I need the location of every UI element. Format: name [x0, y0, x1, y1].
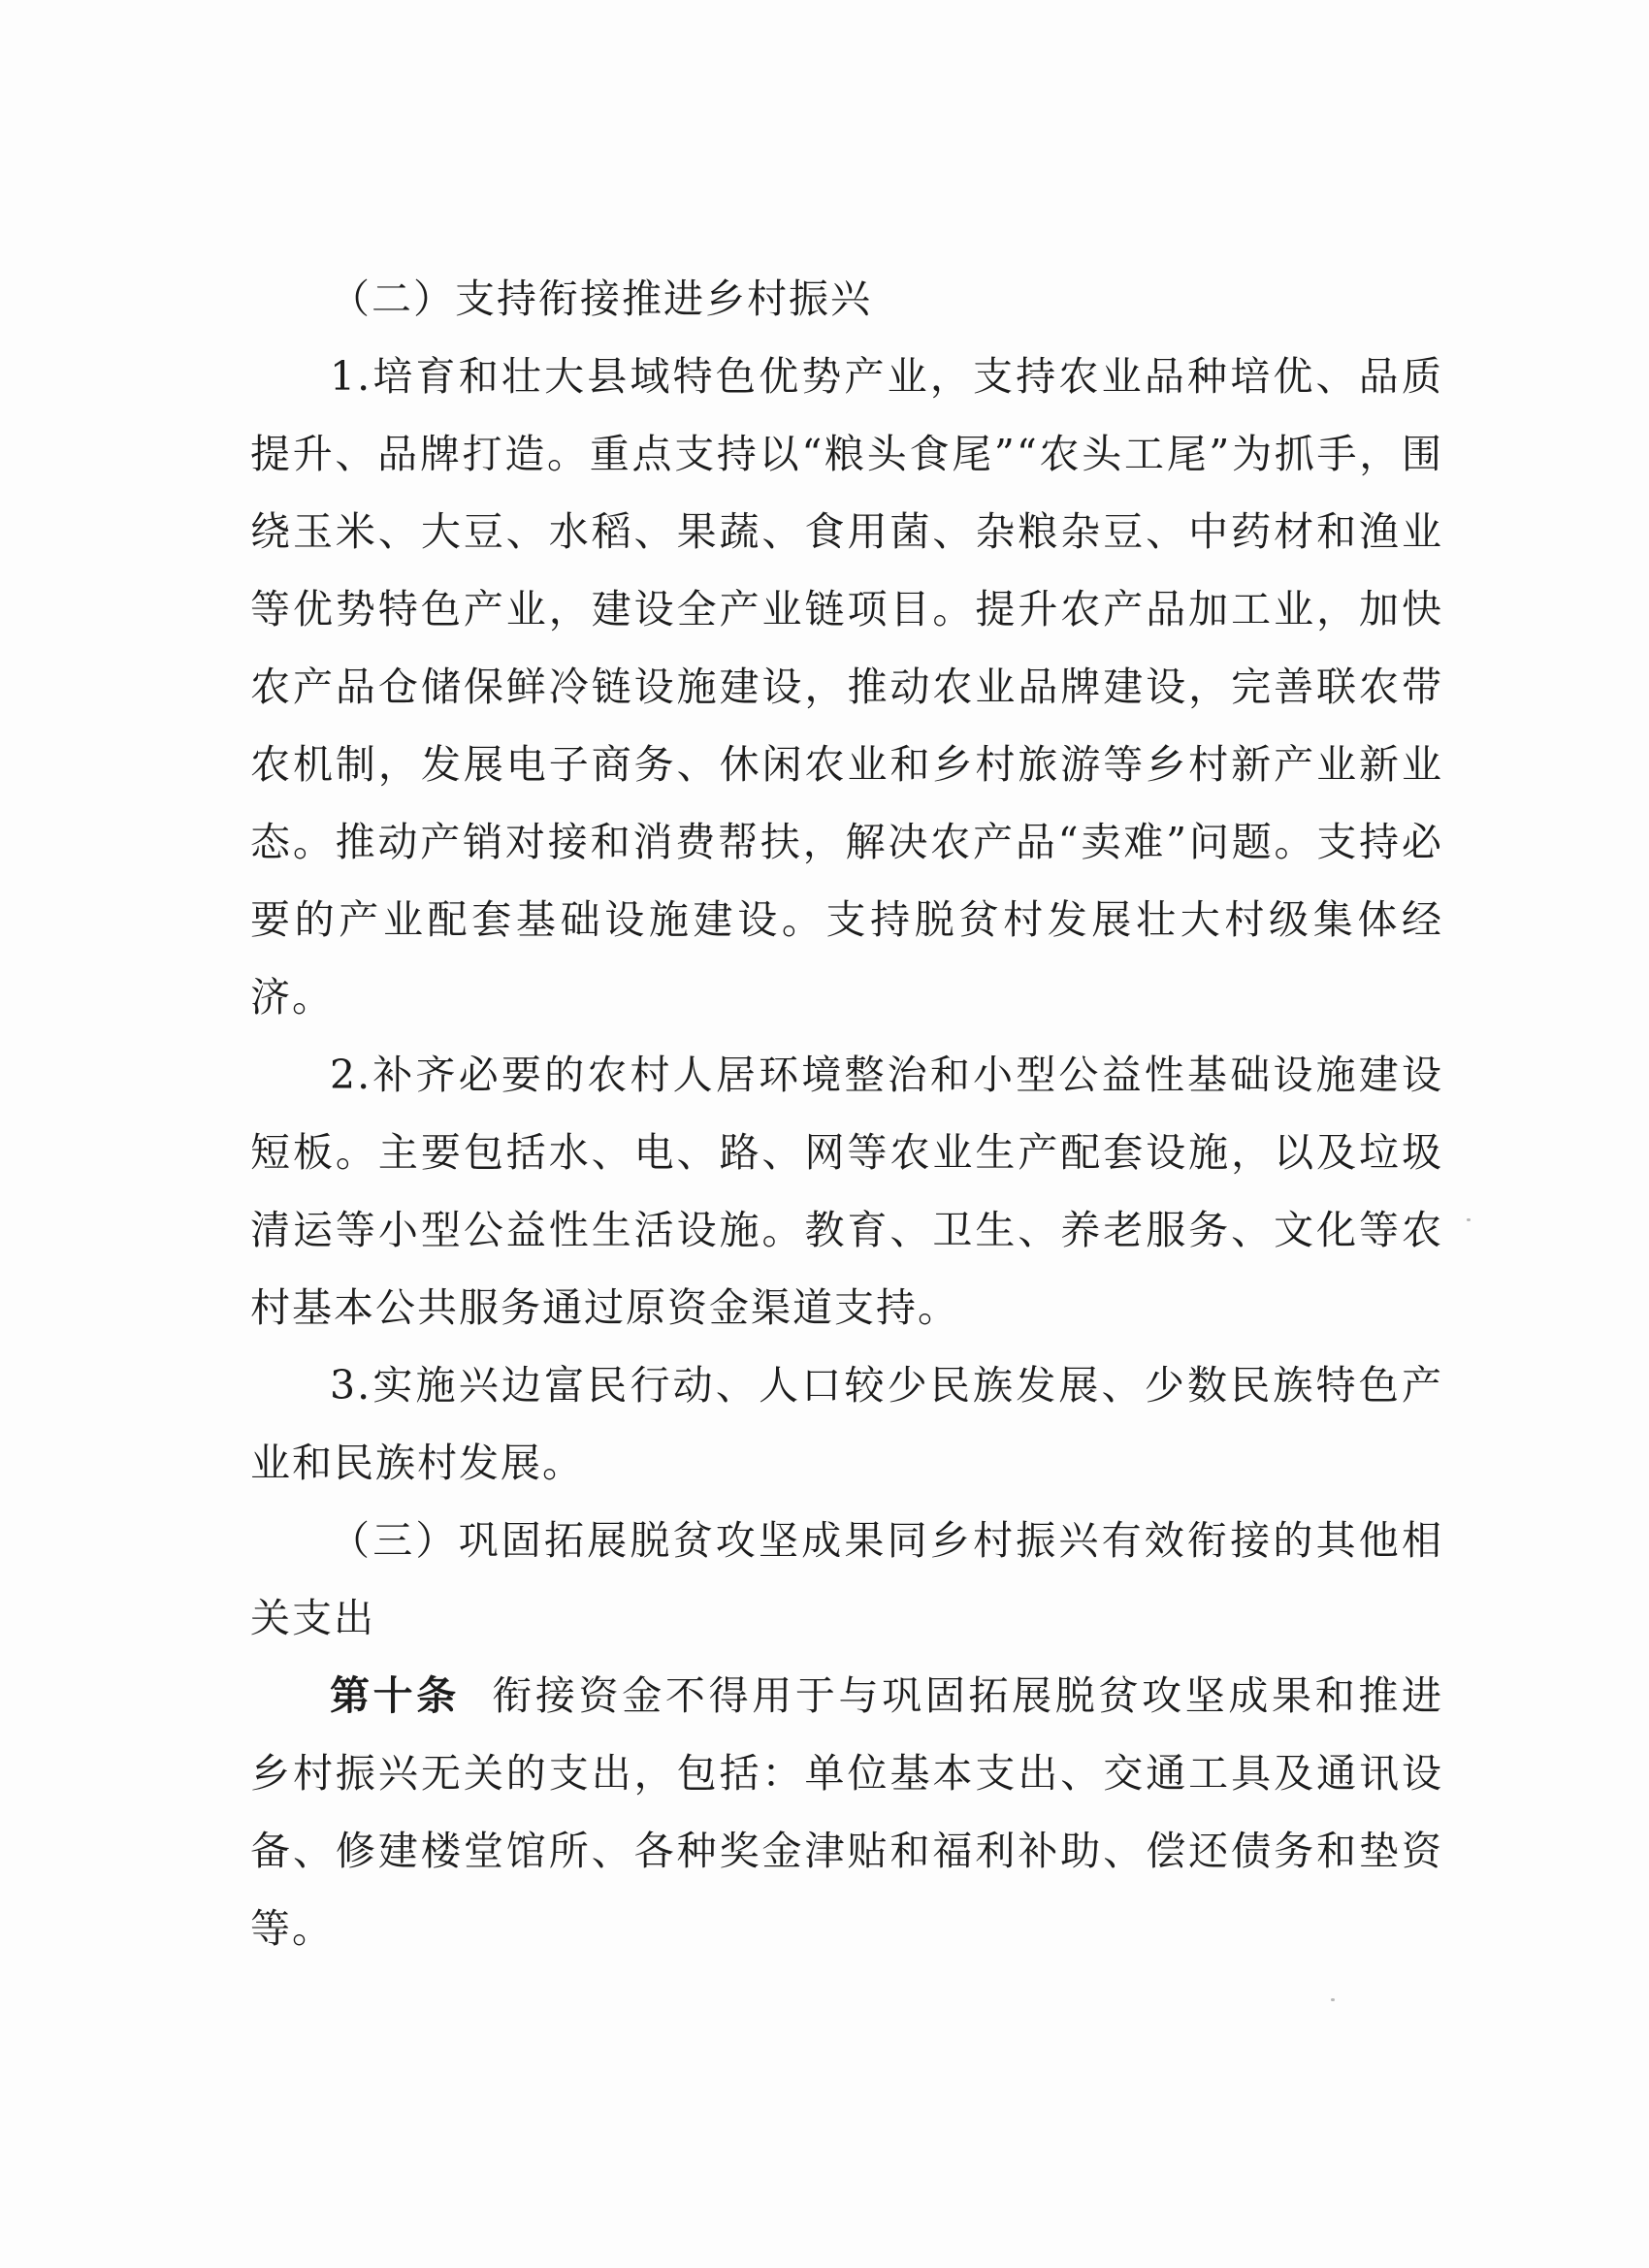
document-body [250, 260, 1443, 1967]
paragraph-item-1: 1.培育和壮大县域特色优势产业，支持农业品种培优、品质提升、品牌打造。重点支持以“粮头食尾”“农头工尾”为抓手，围绕玉米、大豆、水稻、果蔬、食用菌、杂粮杂豆、中药材和渔业等优势特色产业，建设全产业链项目。提升农产品加工业，加快农产品仓储保鲜冷链设施建设，推动农业品牌建设，完善联农带农机制，发展电子商务、休闲农业和乡村旅游等乡村新产业新业态。推动产销对接和消费帮扶，解决农产品“卖难”问题。支持必要的产业配套基础设施建设。支持脱贫村发展壮大村级集体经济。 [250, 353, 1443, 1021]
section-heading-3: （三）巩固拓展脱贫攻坚成果同乡村振兴有效衔接的其他相关支出 [250, 1517, 1443, 1641]
article-10-text: 衔接资金不得用于与巩固拓展脱贫攻坚成果和推进乡村振兴无关的支出，包括：单位基本支出、交通工具及通讯设备、修建楼堂馆所、各种奖金津贴和福利补助、偿还债务和垫资等。 [250, 1672, 1443, 1952]
paragraph-item-2: 2.补齐必要的农村人居环境整治和小型公益性基础设施建设短板。主要包括水、电、路、网等农业生产配套设施，以及垃圾清运等小型公益性生活设施。教育、卫生、养老服务、文化等农村基本公共服务通过原资金渠道支持。 [250, 1052, 1443, 1331]
article-10-paragraph [250, 1657, 1443, 1967]
section-heading-2: （二）支持衔接推进乡村振兴 [330, 275, 872, 322]
paragraph-item-3: 3.实施兴边富民行动、人口较少民族发展、少数民族特色产业和民族村发展。 [250, 1362, 1443, 1486]
article-10-label: 第十条 [330, 1672, 460, 1719]
scan-speck [1467, 1218, 1471, 1221]
scan-speck [1331, 1998, 1335, 2001]
